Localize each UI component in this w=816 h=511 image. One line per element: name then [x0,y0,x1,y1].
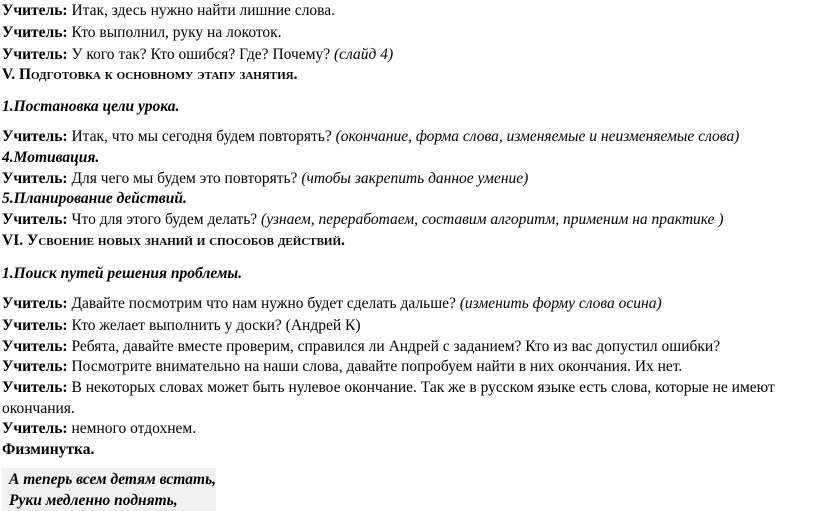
speaker-label: Учитель: [2,420,68,437]
line-text: Посмотрите внимательно на наши слова, давайте попробуем найти в них окончания. Их нет. [67,358,683,375]
line-text: Что для этого будем делать? [67,211,262,228]
line-text: Давайте посмотрим что нам нужно будет сделать дальше? [67,295,460,312]
line-text: Для чего мы будем это повторять? [67,170,302,187]
line-note: (окончание, форма слова, изменяемые и неизменяемые слова) [335,128,740,145]
poem-block [2,468,216,511]
fizminutka-heading: Физминутка. [2,441,95,458]
section-heading-6: VI. Усвоение новых знаний и способов действий. [2,232,345,249]
subheading-planning: 5.Планирование действий. [2,190,187,207]
speaker-label: Учитель: [2,170,68,187]
dialogue-line [2,379,775,397]
dialogue-line [2,317,361,335]
speaker-label: Учитель: [2,317,68,334]
dialogue-line [2,2,335,20]
speaker-label: Учитель: [2,211,68,228]
speaker-label: Учитель: [2,2,68,19]
continuation-line: окончания. [2,400,75,417]
line-note: (изменить форму слова осина) [459,295,662,312]
speaker-label: Учитель: [2,46,68,63]
line-text: немного отдохнем. [67,420,197,437]
dialogue-line [2,211,724,229]
dialogue-line [2,295,662,313]
speaker-label: Учитель: [2,24,68,41]
dialogue-line [2,358,682,376]
dialogue-line [2,128,739,146]
line-note: (чтобы закрепить данное умение) [301,170,529,187]
line-text: Кто выполнил, руку на локоток. [67,24,282,41]
subheading-motivation: 4.Мотивация. [2,149,100,166]
subheading-goal: 1.Постановка цели урока. [2,98,180,115]
line-text: Итак, что мы сегодня будем повторять? [67,128,336,145]
line-text: Ребята, давайте вместе проверим, справился ли Андрей с заданием? Кто из вас допустил ошибки? [67,338,721,355]
line-text: Итак, здесь нужно найти лишние слова. [67,2,336,19]
speaker-label: Учитель: [2,379,68,396]
line-note: (узнаем, переработаем, составим алгоритм, применим на практике ) [261,211,724,228]
dialogue-line [2,24,282,42]
line-text: У кого так? Кто ошибся? Где? Почему? [67,46,334,63]
line-text: В некоторых словах может быть нулевое окончание. Так же в русском языке есть слова, которые не имеют [67,379,775,396]
line-text: Кто желает выполнить у доски? (Андрей К) [67,317,361,334]
speaker-label: Учитель: [2,128,68,145]
subheading-problem: 1.Поиск путей решения проблемы. [2,265,243,282]
speaker-label: Учитель: [2,338,68,355]
dialogue-line [2,46,393,64]
dialogue-line [2,420,196,438]
speaker-label: Учитель: [2,295,68,312]
dialogue-line [2,170,528,188]
dialogue-line [2,338,720,356]
poem-line: А теперь всем детям встать, [9,471,217,488]
section-heading-5: V. Подготовка к основному этапу занятия. [2,66,298,83]
poem-line: Руки медленно поднять, [9,492,178,509]
line-note: (слайд 4) [333,46,394,63]
speaker-label: Учитель: [2,358,68,375]
